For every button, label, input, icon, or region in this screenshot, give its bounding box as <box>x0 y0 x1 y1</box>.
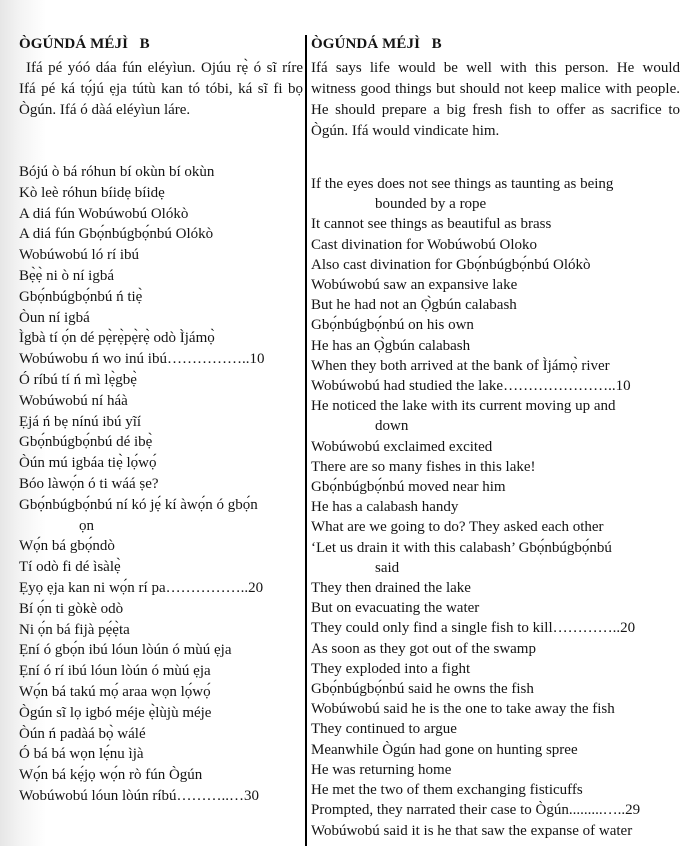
verse-line-text: Òún mú igbáa tiẹ̀ lọ́wọ́ <box>19 455 157 472</box>
verse-line <box>19 495 264 537</box>
verse-line-text: A diá fún Gbọ́nbúgbọ́nbú Olókò <box>19 226 214 243</box>
verse-line <box>311 639 640 659</box>
verse-line-text: Wọ́n bá kẹ́jọ wọ́n rò fún Ògún <box>19 767 203 784</box>
verse-line <box>19 453 264 474</box>
verse-line <box>19 536 264 557</box>
verse-line-continuation: down <box>375 418 409 435</box>
verse-line-continuation: ọn <box>79 517 94 534</box>
yoruba-verse-lines <box>19 162 264 807</box>
verse-line <box>311 315 640 335</box>
verse-line-text: Tí odò fi dé ìsàlẹ̀ <box>19 559 121 576</box>
verse-line-text: Also cast divination for Gbọ́nbúgbọ́nbú Olókò <box>311 256 591 273</box>
verse-line-text: Ó bá bá wọn lẹ́nu ìjà <box>19 746 144 763</box>
english-verse-lines <box>311 174 640 841</box>
verse-line <box>311 538 640 578</box>
verse-line <box>19 412 264 433</box>
verse-line-text: He met the two of them exchanging fisticuffs <box>311 782 583 799</box>
verse-line-text: When they both arrived at the bank of Ìjámọ̀ river <box>311 357 610 374</box>
verse-line <box>19 578 264 599</box>
verse-line-text: Wobúwobú saw an expansive lake <box>311 277 518 294</box>
yoruba-summary: Ifá pé yóó dáa fún eléyìun. Ojúu rẹ̀ ó sĩ ríre Ifá pé ká tọ́jú ẹja tútù kan tó tóbi, ká sĩ fi bọ Ògún. Ifá ó dàá eléyìun láre. <box>19 60 303 118</box>
verse-line-text: Wobúwobú ní háà <box>19 392 128 409</box>
verse-line-text: As soon as they got out of the swamp <box>311 640 536 657</box>
verse-line-text: Ó ríbú tí ń mì lẹ̀gbẹ̀ <box>19 371 137 388</box>
verse-line <box>19 474 264 495</box>
verse-line-text: It cannot see things as beautiful as brass <box>311 216 552 233</box>
verse-line-text: They exploded into a fight <box>311 660 471 677</box>
verse-line <box>311 719 640 739</box>
verse-line-text: Wobúwobú said it is he that saw the expanse of water <box>311 822 633 839</box>
verse-line <box>19 640 264 661</box>
verse-line-text: Gbọ́nbúgbọ́nbú ní kó jẹ́ kí àwọ́n ó gbọ́n <box>19 496 258 513</box>
verse-line <box>19 765 264 786</box>
verse-line-text: Gbọ́nbúgbọ́nbú dé ibẹ̀ <box>19 434 153 451</box>
verse-line-text: Gbọ́nbúgbọ́nbú ń tiẹ̀ <box>19 288 143 305</box>
verse-line-text: They could only find a single fish to kill…………..20 <box>311 620 636 637</box>
verse-line <box>311 235 640 255</box>
verse-line-text: But on evacuating the water <box>311 600 480 617</box>
verse-line <box>311 437 640 457</box>
verse-line-text: They then drained the lake <box>311 580 471 597</box>
verse-line <box>311 659 640 679</box>
verse-line-text: He noticed the lake with its current moving up and <box>311 398 616 415</box>
verse-line-text: Prompted, they narrated their case to Ògún.........…..29 <box>311 802 641 819</box>
verse-line <box>311 376 640 396</box>
verse-line <box>311 821 640 841</box>
verse-line-continuation: bounded by a rope <box>375 196 487 213</box>
verse-line <box>311 740 640 760</box>
verse-line-text: Meanwhile Ògún had gone on hunting spree <box>311 741 578 758</box>
verse-line-text: Ẹjá ń bẹ nínú ibú yĩí <box>19 413 142 430</box>
verse-line-text: Bójú ò bá róhun bí okùn bí okùn <box>19 164 215 180</box>
verse-line <box>19 328 264 349</box>
verse-line <box>311 497 640 517</box>
verse-line-text: Wọ́n bá gbọ́ndò <box>19 538 115 555</box>
verse-line <box>311 618 640 638</box>
verse-line <box>311 578 640 598</box>
verse-line <box>311 275 640 295</box>
verse-line-text: There are so many fishes in this lake! <box>311 458 536 475</box>
verse-line <box>311 598 640 618</box>
verse-line-text: Wobúwobú lóun lòún ríbú………..…30 <box>19 787 260 804</box>
english-summary: Ifá says life would be well with this person. He would witness good things but should not keep malice with people. He should prepare a big fresh fish to offer as sacrifice to Ògún. Ifá would vindicate him. <box>311 60 680 139</box>
verse-line <box>19 724 264 745</box>
verse-line <box>19 204 264 225</box>
verse-line <box>19 786 264 807</box>
verse-line-text: Wobúwobú had studied the lake…………………..10 <box>311 378 631 395</box>
verse-line <box>19 370 264 391</box>
verse-line-text: Ẹní ó gbọ́n ibú lóun lòún ó mùú ẹja <box>19 642 232 659</box>
verse-line-text: Gbọ́nbúgbọ́nbú said he owns the fish <box>311 681 534 698</box>
verse-line-text: He has an Ọ̀gbún calabash <box>311 337 471 354</box>
verse-line-text: Òún ń padàá bọ̀ wálé <box>19 725 146 742</box>
verse-line <box>19 162 264 183</box>
verse-line <box>19 661 264 682</box>
verse-line <box>311 679 640 699</box>
verse-line <box>19 266 264 287</box>
verse-line-text: Cast divination for Wobúwobú Oloko <box>311 236 538 253</box>
verse-line <box>19 744 264 765</box>
verse-line <box>311 699 640 719</box>
verse-line <box>19 391 264 412</box>
verse-line <box>19 703 264 724</box>
verse-line-text: ‘Let us drain it with this calabash’ Gbọ́nbúgbọ́nbú <box>311 539 612 556</box>
verse-line-text: Wobúwobú exclaimed excited <box>311 438 493 455</box>
verse-line-text: Wobúwobú ló rí ibú <box>19 247 140 264</box>
verse-line <box>311 396 640 436</box>
verse-line-text: Kò leè róhun bíidẹ bíidẹ <box>19 184 165 201</box>
verse-line-text: But he had not an Ọ̀gbún calabash <box>311 297 517 314</box>
verse-line <box>311 780 640 800</box>
verse-line <box>19 599 264 620</box>
verse-line-text: Òun ní igbá <box>19 309 90 326</box>
verse-line-text: Gbọ́nbúgbọ́nbú moved near him <box>311 479 506 496</box>
verse-line <box>311 356 640 376</box>
verse-line-text: He has a calabash handy <box>311 499 459 516</box>
verse-line-text: Ni ọ́n bá fijà pẹ́ẹ̀ta <box>19 621 130 638</box>
verse-line-text: They continued to argue <box>311 721 457 738</box>
verse-line-text: Ògún sĩ lọ igbó méje ẹ̀lùjù méje <box>19 704 212 721</box>
verse-line-text: What are we going to do? They asked each other <box>311 519 604 536</box>
verse-line <box>311 295 640 315</box>
verse-line-text: Wobúwobú said he is the one to take away the fish <box>311 701 615 718</box>
verse-line <box>311 517 640 537</box>
english-title: ÒGÚNDÁ MÉJÌ B <box>311 36 442 52</box>
yoruba-title: ÒGÚNDÁ MÉJÌ B <box>19 36 150 52</box>
verse-line <box>19 349 264 370</box>
verse-line-text: Wọ́n bá takú mọ́ araa wọn lọ́wọ́ <box>19 683 211 700</box>
verse-line <box>311 760 640 780</box>
verse-line-text: Ìgbà tí ọ́n dé pẹ̀rẹ̀pẹ̀rẹ̀ odò Ìjámọ̀ <box>19 330 215 347</box>
verse-line <box>19 287 264 308</box>
verse-line-text: Bẹ̀ẹ̀ ni ò ní igbá <box>19 267 114 284</box>
verse-line <box>311 214 640 234</box>
verse-line <box>311 255 640 275</box>
verse-line <box>311 477 640 497</box>
verse-line <box>311 174 640 214</box>
verse-line-text: He was returning home <box>311 761 452 778</box>
verse-line <box>19 432 264 453</box>
verse-line-text: Bóo làwọ́n ó ti wáá ṣe? <box>19 475 159 492</box>
verse-line <box>311 800 640 820</box>
verse-line <box>19 682 264 703</box>
verse-line-text: Ẹyọ ẹja kan ni wọ́n rí pa……………..20 <box>19 579 264 596</box>
verse-line <box>311 336 640 356</box>
verse-line-continuation: said <box>375 559 400 576</box>
verse-line <box>19 224 264 245</box>
verse-line-text: Ẹní ó rí ibú lóun lòún ó mùú ẹja <box>19 663 211 680</box>
verse-line <box>19 245 264 266</box>
verse-line-text: Gbọ́nbúgbọ́nbú on his own <box>311 317 474 334</box>
verse-line <box>19 183 264 204</box>
verse-line-text: Bí ọ́n ti gòkè odò <box>19 600 124 617</box>
verse-line <box>19 557 264 578</box>
verse-line-text: A diá fún Wobúwobú Olókò <box>19 205 189 222</box>
verse-line-text: If the eyes does not see things as taunting as being <box>311 176 614 192</box>
column-divider <box>305 35 307 846</box>
verse-line-text: Wobúwobu ń wo inú ibú……………..10 <box>19 351 265 368</box>
verse-line <box>311 457 640 477</box>
verse-line <box>19 620 264 641</box>
verse-line <box>19 308 264 329</box>
